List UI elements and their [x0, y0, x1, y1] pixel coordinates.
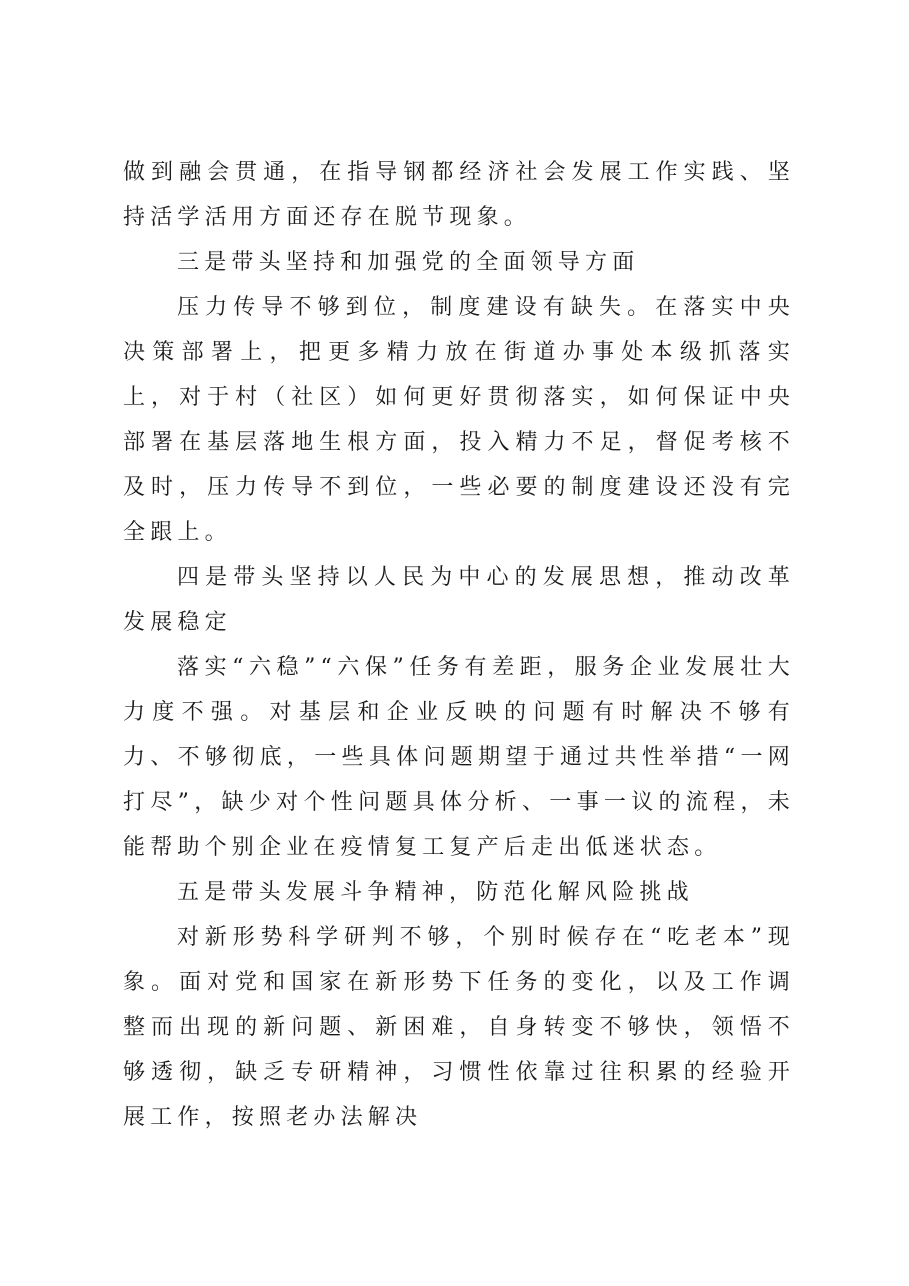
document-body [123, 150, 795, 1140]
paragraph-section-5: 对新形势科学研判不够，个别时候存在“吃老本”现象。面对党和国家在新形势下任务的变化，以及工作调整而出现的新问题、新困难，自身转变不够快，领悟不够透彻，缺乏专研精神，习惯性依靠过往积累的经验开展工作，按照老办法解决 [123, 925, 795, 1130]
paragraph-section-3: 压力传导不够到位，制度建设有缺失。在落实中央决策部署上，把更多精力放在街道办事处本级抓落实上，对于村（社区）如何更好贯彻落实，如何保证中央部署在基层落地生根方面，投入精力不足，督促考核不及时，压力传导不到位，一些必要的制度建设还没有完全跟上。 [123, 295, 795, 545]
paragraph-continuation: 做到融会贯通，在指导钢都经济社会发展工作实践、坚持活学活用方面还存在脱节现象。 [123, 160, 795, 230]
section-heading-4: 四是带头坚持以人民为中心的发展思想，推动改革发展稳定 [123, 565, 795, 635]
section-heading-5: 五是带头发展斗争精神，防范化解风险挑战 [177, 880, 694, 905]
paragraph-section-4: 落实“六稳”“六保”任务有差距，服务企业发展壮大力度不强。对基层和企业反映的问题有时解决不够有力、不够彻底，一些具体问题期望于通过共性举措“一网打尽”，缺少对个性问题具体分析、一事一议的流程，未能帮助个别企业在疫情复工复产后走出低迷状态。 [123, 655, 795, 860]
section-heading-3: 三是带头坚持和加强党的全面领导方面 [177, 250, 640, 275]
